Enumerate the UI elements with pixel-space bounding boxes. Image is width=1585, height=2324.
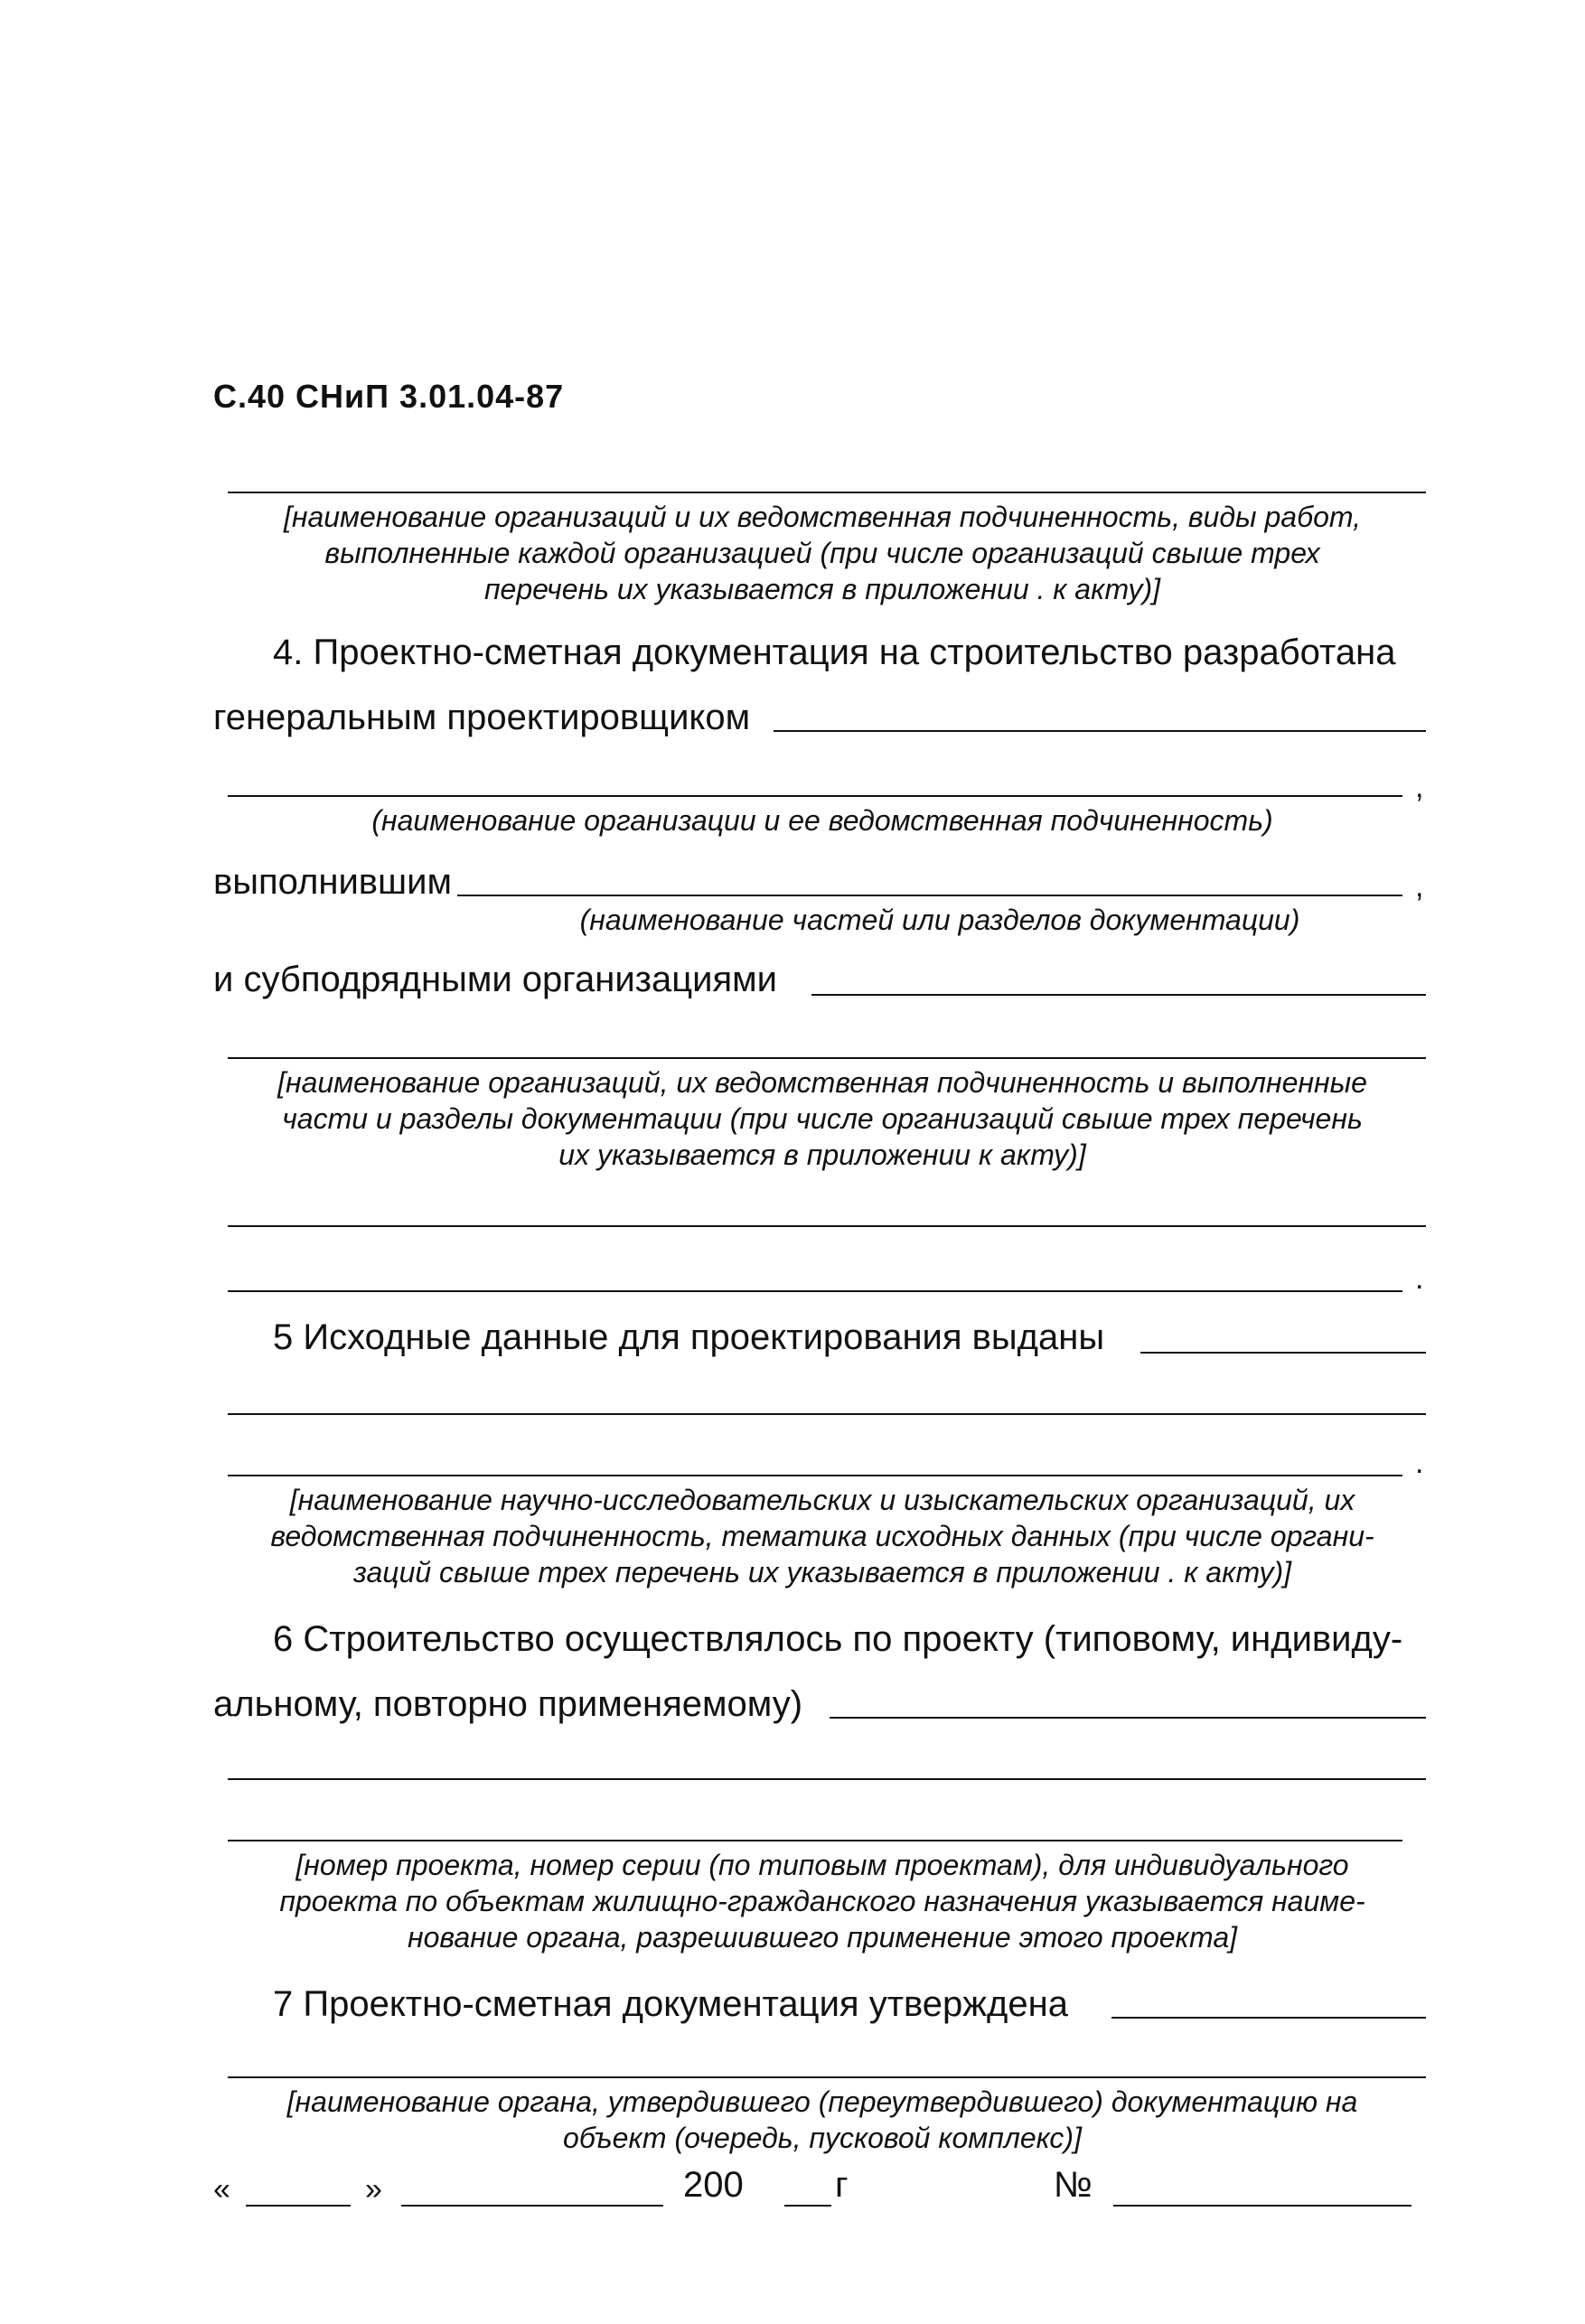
hint-organizations: [наименование организаций и их ведомственная подчиненность, виды работ, выполненные каждой организацией (при числе организаций свыше трех перечень их указывается в приложении . к акту)]	[283, 501, 1362, 605]
p6-line2: альному, повторно применяемому)	[213, 1684, 803, 1724]
blank-line	[1140, 1352, 1426, 1354]
blank-line	[830, 1717, 1426, 1719]
blank-line	[811, 994, 1426, 996]
performed-label: выполнившим	[213, 862, 452, 902]
hint-approving-authority: [наименование органа, утвердившего (переутвердившего) документацию на объект (очередь, пусковой комплекс)]	[286, 2085, 1358, 2154]
p4-line2: генеральным проектировщиком	[213, 698, 751, 737]
hint-organization: (наименование организации и ее ведомственная подчиненность)	[371, 804, 1273, 837]
p5-text: 5 Исходные данные для проектирования выданы	[273, 1317, 1105, 1357]
period: .	[1415, 1261, 1424, 1296]
blank-line	[228, 1778, 1426, 1780]
blank-line	[228, 1413, 1426, 1415]
date-month-line	[401, 2205, 663, 2207]
subcontract-label: и субподрядными организациями	[213, 960, 778, 999]
blank-line	[228, 1225, 1426, 1227]
comma: ,	[1415, 770, 1424, 804]
blank-line	[457, 895, 1402, 896]
date-open-quote: «	[213, 2172, 230, 2207]
period: .	[1415, 1446, 1424, 1480]
blank-line	[228, 1475, 1402, 1476]
p4-line1: 4. Проектно-сметная документация на строительство разработана	[273, 633, 1396, 672]
date-day-line	[246, 2205, 351, 2207]
hint-source-data: [наименование научно-исследовательских и изыскательских организаций, их ведомственная подчиненность, тематика исходных данных (при числе органи- заций свыше трех перечень их указывается в приложении . к акту)]	[270, 1484, 1374, 1588]
blank-line	[228, 1057, 1426, 1059]
blank-line	[228, 795, 1402, 797]
p6-line1: 6 Строительство осуществлялось по проекту (типовому, индивиду-	[273, 1619, 1403, 1659]
blank-line	[774, 730, 1426, 732]
p7-text: 7 Проектно-сметная документация утверждена	[273, 1984, 1068, 2024]
blank-line	[228, 2076, 1426, 2078]
hint-project-number: [номер проекта, номер серии (по типовым проектам), для индивидуального проекта по объектам жилищно-гражданского назначения указывается наиме- нование органа, разрешившего применение этого проекта]	[279, 1849, 1365, 1954]
blank-line	[228, 1840, 1402, 1841]
blank-line	[1111, 2017, 1426, 2019]
number-line	[1113, 2205, 1411, 2207]
page-header: С.40 СНиП 3.01.04-87	[213, 378, 565, 415]
comma: ,	[1415, 869, 1424, 904]
date-year-line	[784, 2205, 831, 2207]
blank-line	[228, 492, 1426, 493]
blank-line	[228, 1290, 1402, 1292]
date-year-suffix: г	[835, 2165, 849, 2205]
hint-parts: (наименование частей или разделов документации)	[579, 904, 1300, 936]
hint-subcontractors: [наименование организаций, их ведомственная подчиненность и выполненные части и разделы документации (при числе организаций свыше трех перечень их указывается в приложении к акту)]	[277, 1066, 1367, 1171]
date-year: 200	[683, 2165, 744, 2205]
number-sign: №	[1054, 2165, 1093, 2205]
date-close-quote: »	[365, 2172, 382, 2207]
